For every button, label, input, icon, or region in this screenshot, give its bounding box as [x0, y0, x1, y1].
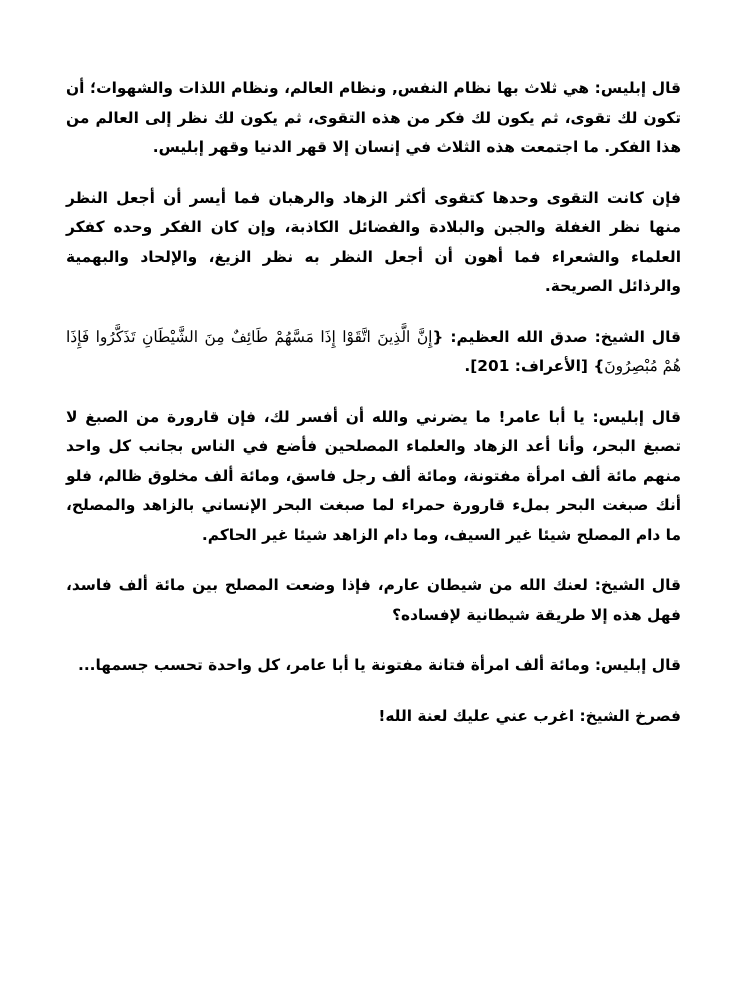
paragraph-iblis-three-things: قال إبليس: هي ثلاث بها نظام النفس, ونظام العالم، ونظام اللذات والشهوات؛ أن تكون لك تقوى، ثم يكون لك فكر من هذه التقوى، ثم يكون لك نظر إلى العالم من هذا الفكر. ما اجتمعت هذه الثلاث في إنسان إلا قهر الدنيا وقهر إبليس.	[66, 79, 681, 156]
paragraph-sheikh-quran-verse	[66, 323, 681, 382]
verse-reference: } [الأعراف: 201].	[464, 357, 605, 375]
quran-verse-text: إِنَّ الَّذِينَ اتَّقَوْا إِذَا مَسَّهُمْ طَائِفٌ مِنَ الشَّيْطَانِ تَذَكَّرُوا فَإِذَا هُمْ مُبْصِرُونَ	[66, 327, 681, 375]
paragraph-iblis-women: قال إبليس: ومائة ألف امرأة فتانة مفتونة يا أبا عامر، كل واحدة تحسب جسمها...	[77, 656, 681, 674]
paragraph-iblis-piety-alone: فإن كانت التقوى وحدها كتقوى أكثر الزهاد والرهبان فما أيسر أن أجعل النظر منها نظر الغفلة والجبن والبلادة والفضائل الكاذبة، وإن كان الفكر وحده كفكر العلماء والشعراء فما أهون أن أجعل النظر به نظر الزيغ، والإلحاد والبهمية والرذائل الصريحة.	[66, 188, 681, 295]
paragraph-sheikh-curse: قال الشيخ: لعنك الله من شيطان عارم، فإذا وضعت المصلح بين مائة ألف فاسد، فهل هذه إلا طريقة شيطانية لإفساده؟	[66, 576, 681, 624]
paragraph-sheikh-shout: فصرخ الشيخ: اغرب عني عليك لعنة الله!	[378, 706, 681, 725]
paragraph-iblis-bottle-of-dye: قال إبليس: يا أبا عامر! ما يضرني والله أن أفسر لك، فإن قارورة من الصبغ لا تصبغ البحر، وأنا أعد الزهاد والعلماء المصلحين فأضع في الناس بجانب كل واحد منهم مائة ألف امرأة مفتونة، ومائة ألف رجل فاسق، ومائة ألف مخلوق ظالم، فلو أنك صبغت البحر بملء قارورة حمراء لما صبغت البحر الإنساني بالزاهد والمصلح، ما دام المصلح شيئا غير السيف، وما دام الزاهد شيئا غير الحاكم.	[66, 407, 681, 544]
document-page	[66, 74, 681, 940]
verse-intro: قال الشيخ: صدق الله العظيم: {	[432, 327, 682, 346]
